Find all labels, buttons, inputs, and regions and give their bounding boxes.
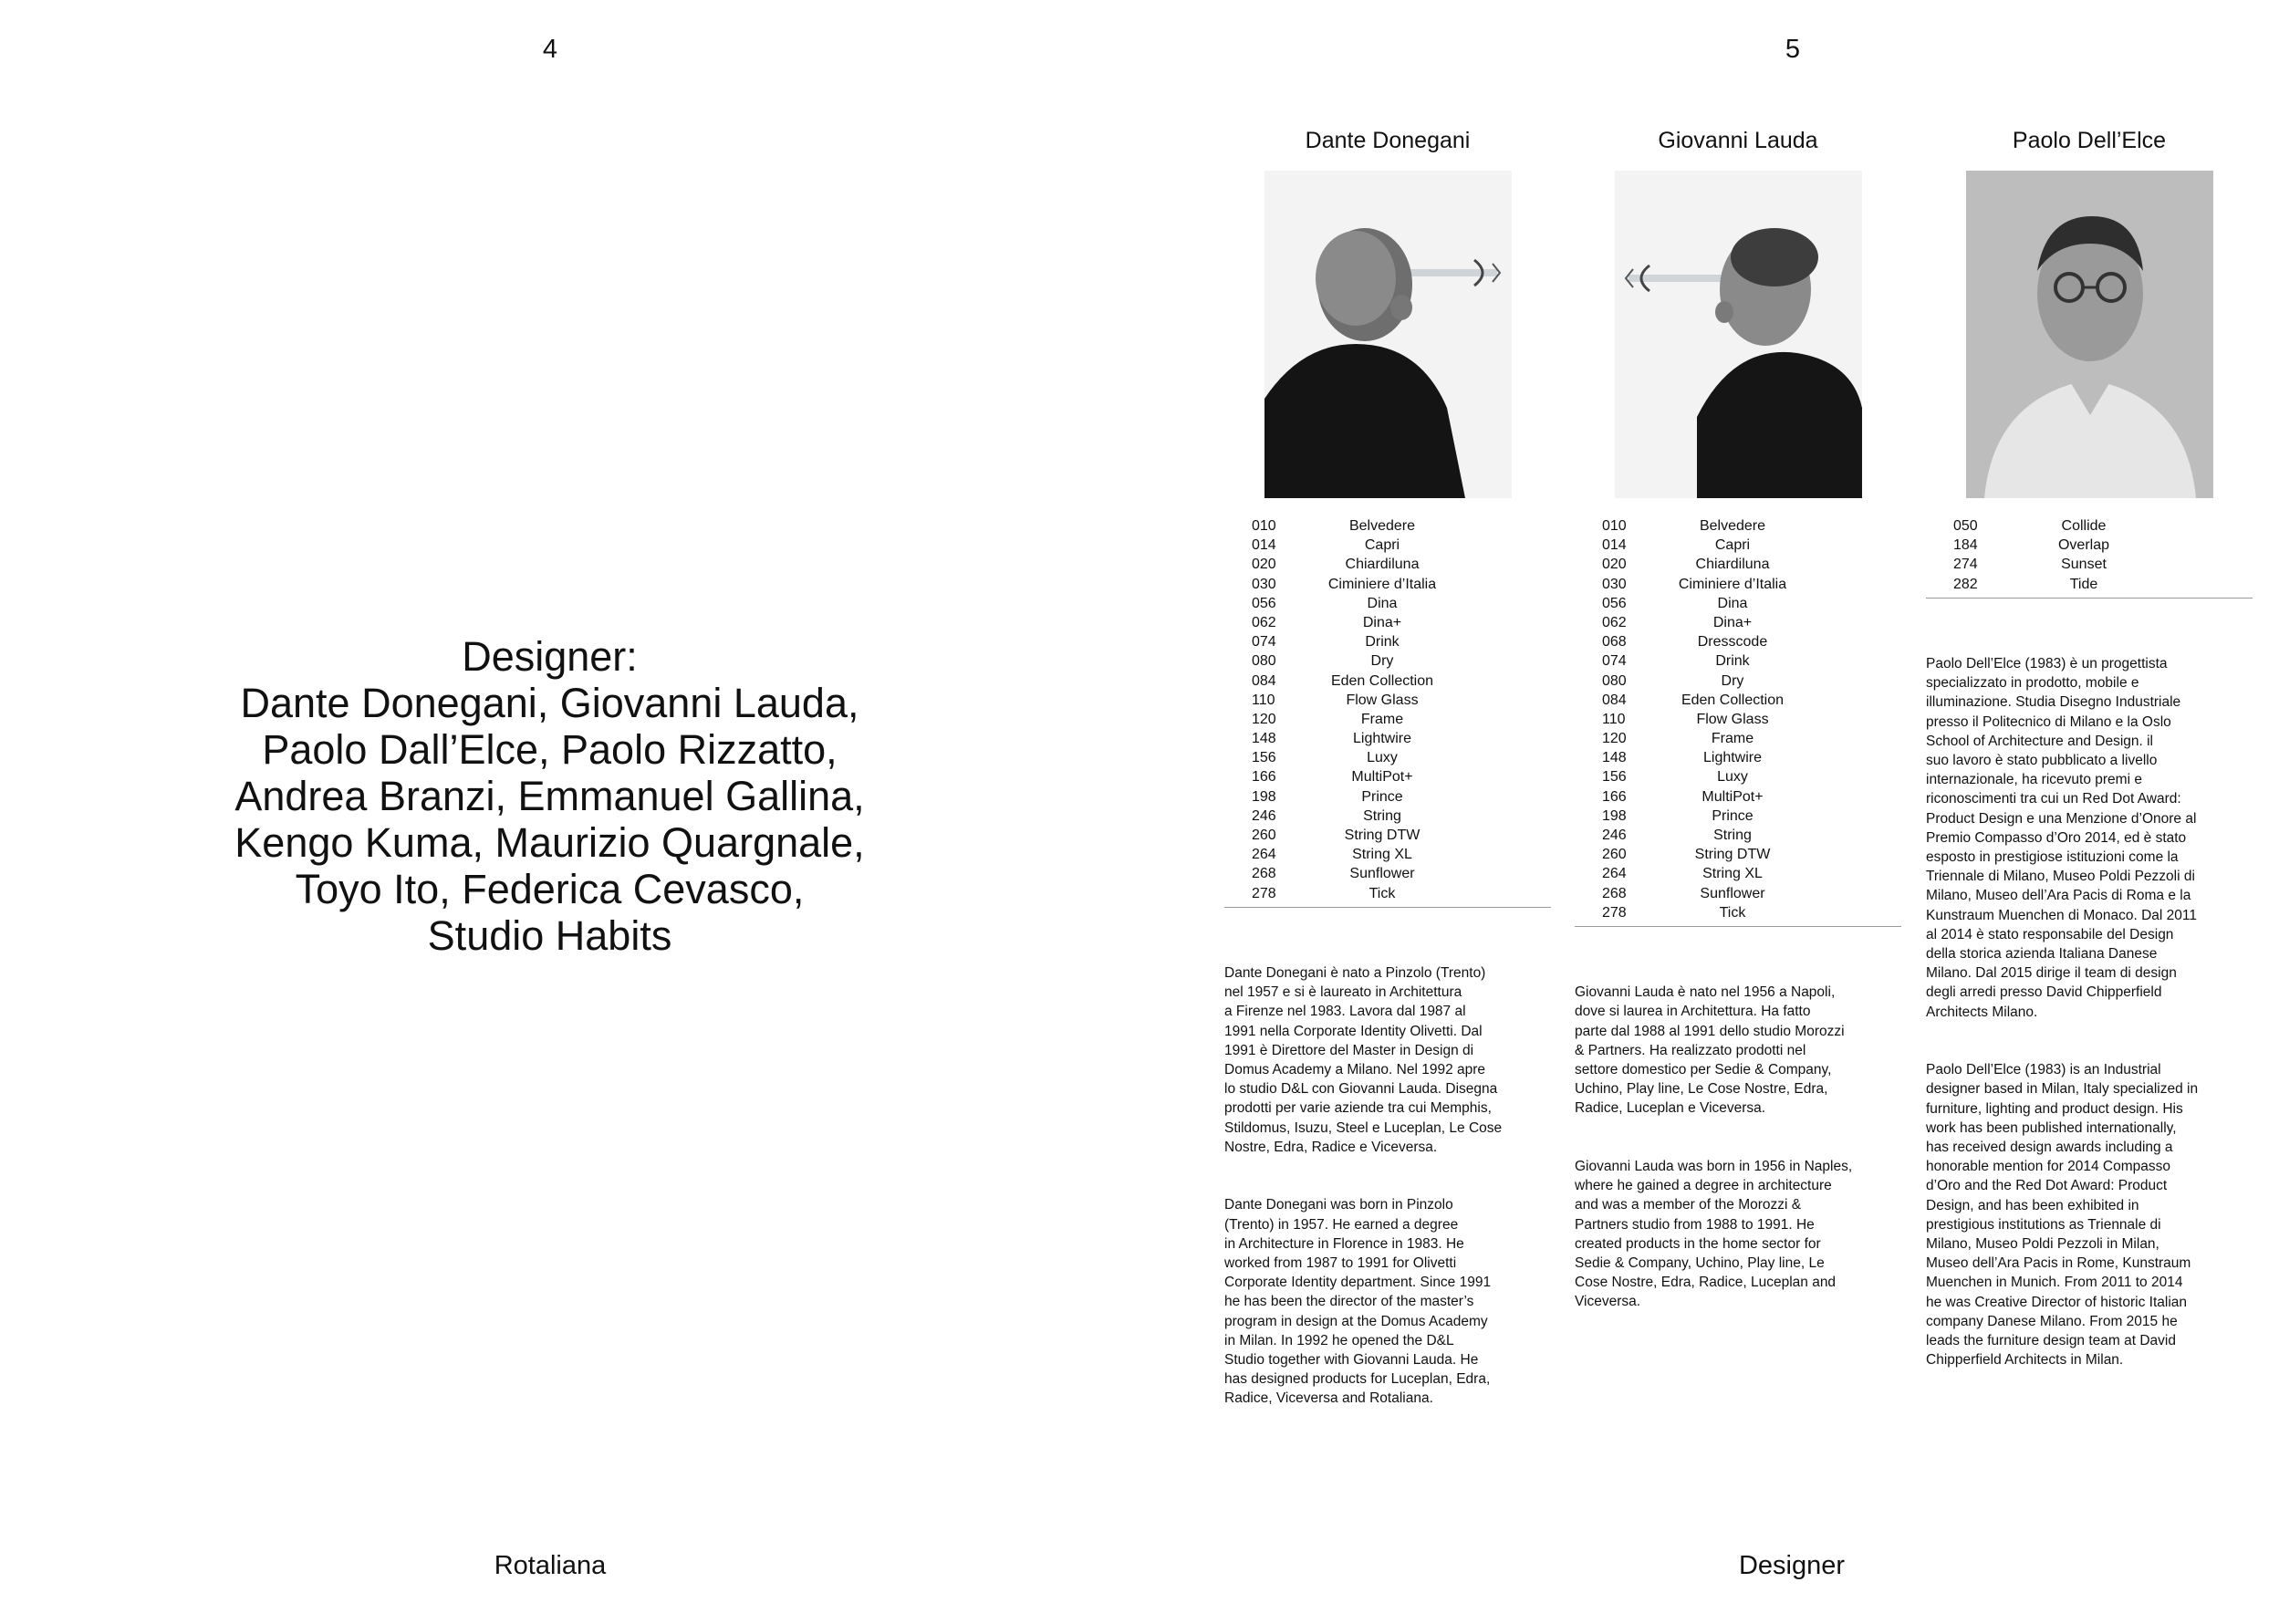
product-name: Frame: [1711, 731, 1754, 747]
portrait-photo: [1966, 171, 2213, 498]
product-name: Chiardiluna: [1345, 557, 1420, 573]
product-name: Ciminiere d’Italia: [1327, 576, 1437, 592]
product-name: Prince: [1712, 807, 1753, 824]
product-row: [1575, 826, 1901, 845]
product-row: [1224, 516, 1551, 536]
product-row: [1575, 710, 1901, 729]
product-name: Eden Collection: [1330, 672, 1434, 689]
product-code: 030: [1252, 576, 1276, 592]
product-name: String DTW: [1694, 847, 1771, 863]
portrait-photo: [1264, 171, 1512, 498]
product-row: [1224, 767, 1551, 786]
product-code: 080: [1252, 653, 1276, 670]
product-code: 010: [1602, 518, 1627, 534]
designer-headline: [91, 633, 1008, 959]
product-row: [1224, 575, 1551, 594]
product-row: [1224, 787, 1551, 807]
bio-italian: Giovanni Lauda è nato nel 1956 a Napoli, dove si laurea in Architettura. Ha fatto parte dal 1988 al 1991 dello studio Morozzi & Partners. Ha realizzato prodotti nel settore domestico per Sedie & Company, Uchino, Play line, Le Cose Nostre, Edra, Radice, Luceplan e Viceversa.: [1575, 984, 1845, 1117]
product-code: 074: [1252, 634, 1276, 651]
product-code: 056: [1252, 595, 1276, 611]
product-row: [1224, 671, 1551, 691]
product-code: 282: [1953, 576, 1978, 592]
product-row: [1575, 845, 1901, 864]
product-row: [1224, 845, 1551, 864]
designer-bio: [1926, 635, 2253, 1409]
product-row: [1575, 748, 1901, 767]
product-name: Ciminiere d’Italia: [1678, 576, 1787, 592]
product-code: 156: [1602, 769, 1627, 786]
product-row: [1224, 807, 1551, 826]
page-number: 5: [1785, 35, 1801, 64]
product-code: 014: [1252, 537, 1276, 554]
product-name: Tick: [1368, 885, 1396, 901]
product-name: Flow Glass: [1696, 711, 1769, 727]
product-name: Flow Glass: [1346, 692, 1419, 708]
product-name: Dry: [1721, 672, 1744, 689]
product-row: [1575, 516, 1901, 536]
product-row: [1575, 729, 1901, 748]
product-name: Tide: [2069, 576, 2098, 592]
headline-line: Studio Habits: [427, 912, 672, 959]
designer-name: Dante Donegani: [1305, 128, 1471, 153]
product-code: 050: [1953, 518, 1978, 534]
product-name: Dresscode: [1697, 634, 1768, 651]
product-row: [1224, 691, 1551, 710]
headline-line: Andrea Branzi, Emmanuel Gallina,: [234, 773, 865, 819]
headline-line: Dante Donegani, Giovanni Lauda,: [240, 680, 859, 726]
headline-line: Toyo Ito, Federica Cevasco,: [295, 866, 805, 912]
product-row: [1224, 613, 1551, 632]
product-name: Dina: [1717, 595, 1748, 611]
headline-line: Kengo Kuma, Maurizio Quargnale,: [234, 819, 865, 866]
product-code: 074: [1602, 653, 1627, 670]
product-name: Overlap: [2057, 537, 2110, 554]
product-name: String: [1363, 807, 1401, 824]
product-row: [1575, 555, 1901, 574]
product-row: [1575, 864, 1901, 883]
product-name: Drink: [1715, 653, 1750, 670]
product-name: Tick: [1719, 904, 1746, 921]
product-code: 010: [1252, 518, 1276, 534]
product-code: 020: [1252, 557, 1276, 573]
product-row: [1575, 594, 1901, 613]
product-row: [1575, 651, 1901, 671]
product-code: 084: [1602, 692, 1627, 708]
product-row: [1575, 787, 1901, 807]
product-list: [1224, 516, 1551, 908]
product-row: [1224, 748, 1551, 767]
product-name: Collide: [2061, 518, 2107, 534]
product-code: 246: [1252, 807, 1276, 824]
product-code: 198: [1602, 807, 1627, 824]
headline-line: Designer:: [462, 633, 638, 680]
product-code: 198: [1252, 788, 1276, 805]
product-code: 062: [1252, 614, 1276, 630]
product-name: Frame: [1360, 711, 1404, 727]
product-code: 260: [1252, 828, 1276, 843]
product-code: 166: [1602, 788, 1627, 805]
product-code: 056: [1602, 595, 1627, 611]
designer-column-dante-donegani: [1224, 126, 1551, 1447]
product-code: 014: [1602, 537, 1627, 554]
page-footer: Designer: [1738, 1551, 1846, 1580]
page-number: 4: [542, 35, 558, 64]
product-list: [1575, 516, 1901, 927]
product-name: MultiPot+: [1351, 769, 1413, 786]
product-row: [1575, 691, 1901, 710]
product-row: [1224, 555, 1551, 574]
left-page: [0, 0, 1104, 1624]
product-name: Dina+: [1362, 614, 1402, 630]
product-code: 278: [1252, 885, 1276, 901]
product-name: Luxy: [1717, 769, 1748, 786]
product-row: [1575, 903, 1901, 922]
designer-name: Giovanni Lauda: [1658, 128, 1818, 153]
product-row: [1224, 594, 1551, 613]
bio-italian: Dante Donegani è nato a Pinzolo (Trento) nel 1957 e si è laureato in Architettura a Firenze nel 1983. Lavora dal 1987 al 1991 nella Corporate Identity Olivetti. Dal 1991 è Direttore del Master in Design di Domus Academy a Milano. Nel 1992 apre lo studio D&L con Giovanni Lauda. Disegna prodotti per varie aziende tra cui Memphis, Stildomus, Isuzu, Steel e Luceplan, Le Cose Nostre, Edra, Radice e Viceversa.: [1224, 964, 1503, 1155]
product-row: [1575, 632, 1901, 651]
bio-english: Giovanni Lauda was born in 1956 in Naples, where he gained a degree in architecture and was a member of the Morozzi & Partners studio from 1988 to 1991. He created products in the home sector for Sedie & Company, Uchino, Play line, Le Cose Nostre, Edra, Radice, Luceplan and Viceversa.: [1575, 1158, 1853, 1310]
product-name: Belvedere: [1699, 518, 1766, 534]
product-name: Capri: [1714, 537, 1751, 554]
product-row: [1224, 864, 1551, 883]
product-row: [1575, 807, 1901, 826]
product-name: Sunflower: [1349, 866, 1415, 882]
product-name: Belvedere: [1348, 518, 1416, 534]
product-code: 156: [1252, 750, 1276, 766]
product-name: Sunset: [2061, 557, 2107, 573]
product-code: 264: [1252, 847, 1276, 863]
right-page: [1140, 0, 2279, 1624]
headline-line: Paolo Dall’Elce, Paolo Rizzatto,: [262, 726, 838, 773]
designer-bio: [1575, 963, 1901, 1350]
product-row: [1575, 536, 1901, 555]
bio-italian: Paolo Dell’Elce (1983) è un progettista specializzato in prodotto, mobile e illuminazione. Studia Disegno Industriale presso il Politecnico di Milano e la Oslo School of Architecture and Design. il suo lavoro è stato pubblicato a livello internazionale, ha ricevuto premi e riconoscimenti tra cui un Red Dot Award: Product Design e una Menzione d’Onore al Premio Compasso d’Oro 2014, ed è stato esposto in prestigiose istituzioni come la Triennale di Milano, Museo Poldi Pezzoli di Milano, Museo dell’Ara Pacis di Roma e la Kunstraum Muenchen di Monaco. Dal 2011 al 2014 è stato responsabile del Design della storica azienda Italiana Danese Milano. Dal 2015 dirige il team di design degli arredi presso David Chipperfield Architects Milano.: [1926, 655, 2197, 1020]
product-code: 246: [1602, 828, 1627, 843]
designer-name: Paolo Dell’Elce: [2012, 128, 2167, 153]
product-row: [1224, 884, 1551, 903]
product-row: [1575, 575, 1901, 594]
product-name: Lightwire: [1352, 731, 1412, 747]
product-code: 274: [1953, 557, 1978, 573]
product-row: [1224, 536, 1551, 555]
product-name: Dina+: [1712, 614, 1753, 630]
product-name: String DTW: [1344, 828, 1420, 843]
product-name: Dry: [1370, 653, 1394, 670]
product-row: [1224, 729, 1551, 748]
product-code: 084: [1252, 672, 1276, 689]
product-name: String: [1713, 828, 1752, 843]
product-code: 184: [1953, 537, 1978, 554]
product-row: [1224, 632, 1551, 651]
product-code: 264: [1602, 866, 1627, 882]
product-code: 110: [1252, 692, 1275, 708]
product-list: [1926, 516, 2253, 599]
product-row: [1224, 710, 1551, 729]
product-name: Drink: [1365, 634, 1400, 651]
product-code: 260: [1602, 847, 1627, 863]
page-footer: Rotaliana: [494, 1551, 607, 1580]
product-name: String XL: [1702, 866, 1763, 882]
product-code: 268: [1602, 885, 1627, 901]
product-name: MultiPot+: [1701, 788, 1764, 805]
product-code: 120: [1602, 731, 1627, 747]
product-code: 166: [1252, 769, 1276, 786]
product-row: [1926, 555, 2253, 574]
product-code: 080: [1602, 672, 1627, 689]
product-name: String XL: [1352, 847, 1412, 863]
product-code: 120: [1252, 711, 1276, 727]
product-code: 020: [1602, 557, 1627, 573]
designer-bio: [1224, 944, 1551, 1447]
product-row: [1926, 536, 2253, 555]
product-name: Luxy: [1367, 750, 1398, 766]
bio-english: Paolo Dell’Elce (1983) is an Industrial designer based in Milan, Italy specialized in furniture, lighting and product design. His work has been published internationally, has received design awards including a honorable mention for 2014 Compasso d’Oro and the Red Dot Award: Product Design, and has been exhibited in prestigious institutions as Triennale di Milano, Museo Poldi Pezzoli in Milan, Museo dell’Ara Pacis in Rome, Kunstraum Muenchen in Munich. From 2011 to 2014 he was Creative Director of historic Italian company Danese Milano. From 2015 he leads the furniture design team at David Chipperfield Architects in Milan.: [1926, 1062, 2199, 1369]
product-row: [1926, 516, 2253, 536]
product-name: Dina: [1367, 595, 1398, 611]
product-name: Chiardiluna: [1695, 557, 1770, 573]
product-code: 278: [1602, 904, 1627, 921]
product-name: Sunflower: [1700, 885, 1765, 901]
product-code: 268: [1252, 866, 1276, 882]
product-code: 030: [1602, 576, 1627, 592]
product-name: Capri: [1364, 537, 1400, 554]
product-name: Eden Collection: [1681, 692, 1785, 708]
product-code: 062: [1602, 614, 1627, 630]
bio-english: Dante Donegani was born in Pinzolo (Trento) in 1957. He earned a degree in Architecture in Florence in 1983. He worked from 1987 to 1991 for Olivetti Corporate Identity department. Since 1991 he has been the director of the master’s program in design at the Domus Academy in Milan. In 1992 he opened the D&L Studio together with Giovanni Lauda. He has designed products for Luceplan, Edra, Radice, Viceversa and Rotaliana.: [1224, 1197, 1492, 1407]
product-code: 068: [1602, 634, 1627, 651]
product-code: 148: [1602, 750, 1627, 766]
product-row: [1575, 671, 1901, 691]
product-row: [1224, 826, 1551, 845]
product-row: [1575, 613, 1901, 632]
product-row: [1575, 767, 1901, 786]
designer-column-paolo-dellelce: [1926, 126, 2253, 1409]
portrait-photo: [1615, 171, 1862, 498]
product-name: Lightwire: [1702, 750, 1763, 766]
designer-column-giovanni-lauda: [1575, 126, 1901, 1350]
product-code: 148: [1252, 731, 1276, 747]
product-row: [1575, 884, 1901, 903]
product-code: 110: [1602, 711, 1626, 727]
product-row: [1224, 651, 1551, 671]
product-row: [1926, 575, 2253, 594]
product-name: Prince: [1361, 788, 1403, 805]
